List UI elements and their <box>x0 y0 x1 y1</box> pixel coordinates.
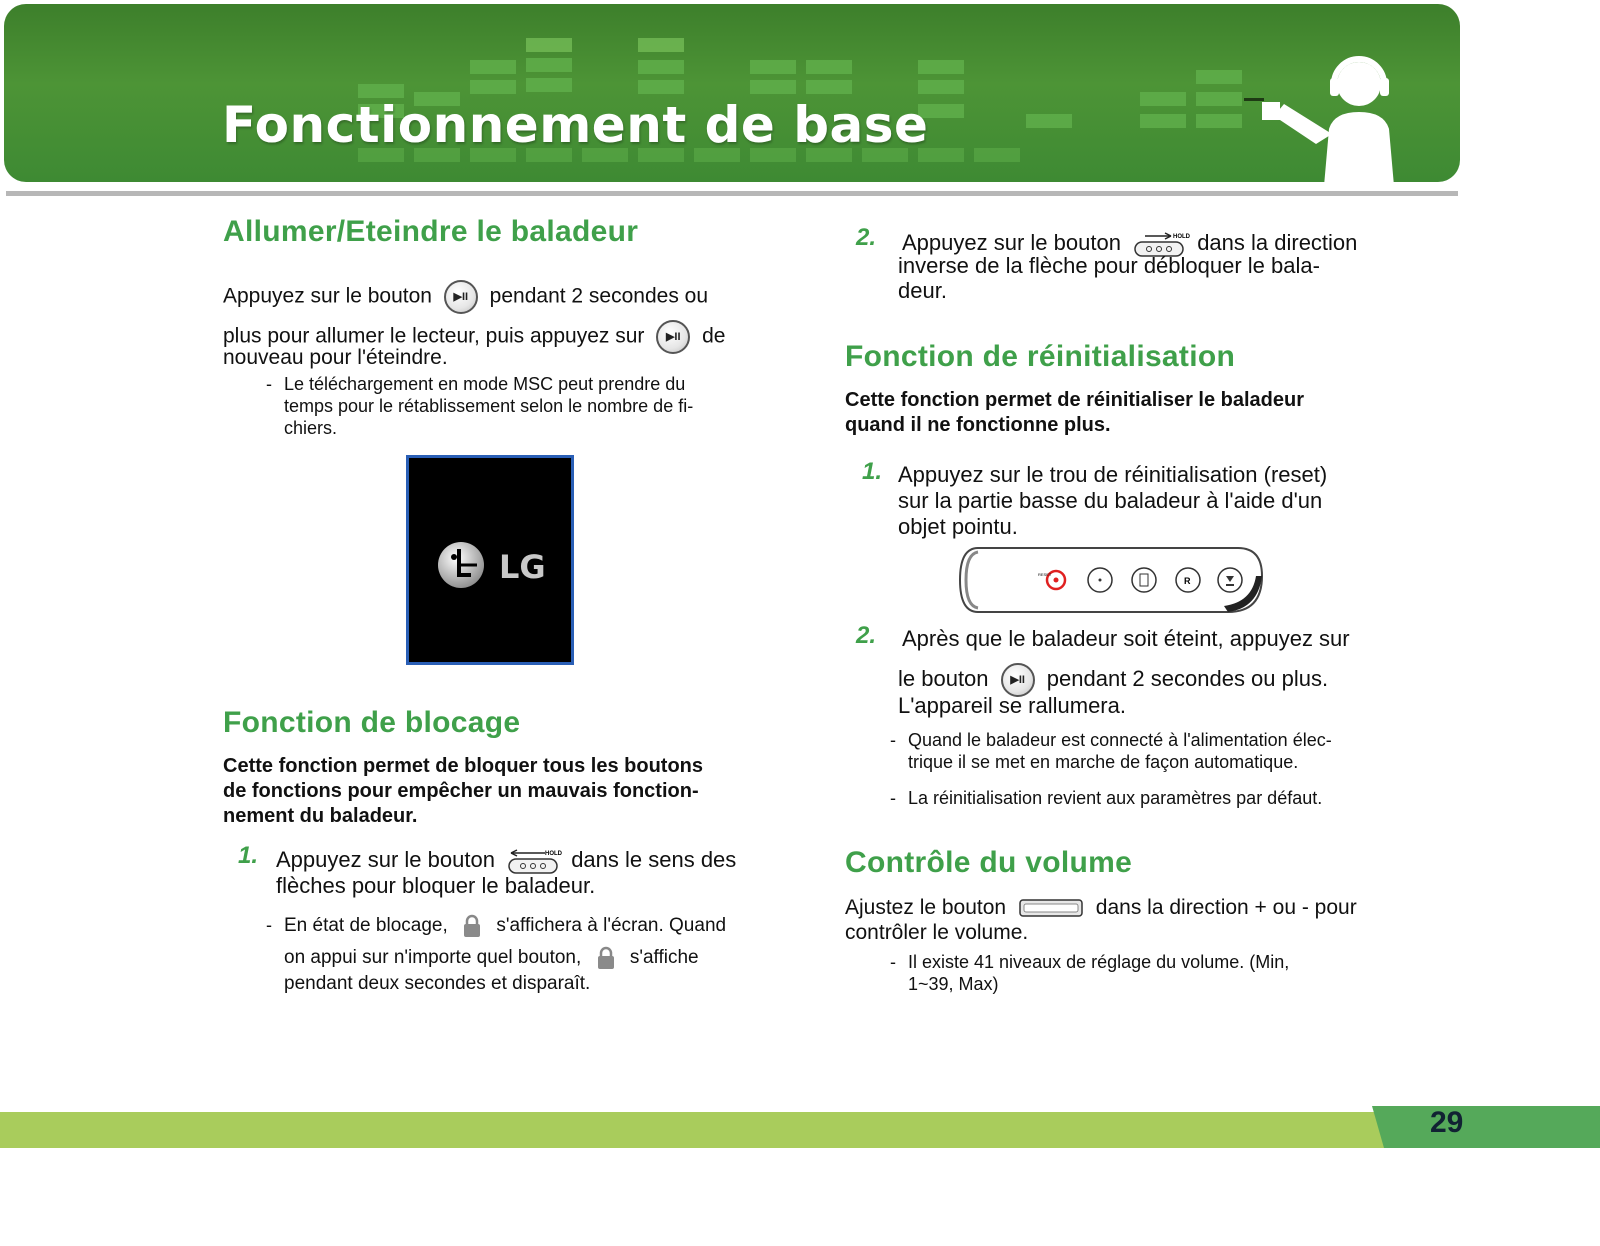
footer-bar <box>0 1112 1600 1148</box>
lock-step2-line3: deur. <box>898 278 947 303</box>
reset-note2: La réinitialisation revient aux paramètres par défaut. <box>908 788 1323 808</box>
lock-note-dash: - <box>266 915 272 935</box>
section-heading-volume: Contrôle du volume <box>845 846 1133 879</box>
padlock-icon <box>461 914 483 938</box>
lock-note-line2: on appui sur n'importe quel bouton, s'affiche <box>284 947 699 969</box>
section-heading-lock: Fonction de blocage <box>223 706 521 739</box>
reset-note2-dash: - <box>890 788 896 808</box>
reset-step1-line3: objet pointu. <box>898 514 1018 539</box>
reset-note1-line2: trique il se met en marche de façon automatique. <box>908 752 1299 772</box>
play-pause-button-icon: ▶II <box>444 280 478 314</box>
lg-logo-text: LG <box>499 548 546 586</box>
lock-step1-line2: flèches pour bloquer le baladeur. <box>276 873 596 898</box>
player-bottom-illustration <box>958 546 1264 614</box>
lock-note-line1: En état de blocage, s'affichera à l'écran. Quand <box>284 915 727 937</box>
play-pause-button-icon: ▶II <box>656 320 690 354</box>
headphone-mascot-icon <box>1254 44 1424 186</box>
reset-intro-line1: Cette fonction permet de réinitialiser le baladeur <box>845 389 1305 411</box>
volume-slider-icon <box>1018 896 1084 920</box>
lock-intro-line3: nement du baladeur. <box>223 805 418 827</box>
volume-text-line2: contrôler le volume. <box>845 921 1029 944</box>
svg-text:R: R <box>1184 576 1191 586</box>
power-note-line2: temps pour le rétablissement selon le nombre de fi- <box>284 396 694 416</box>
reset-step2-number: 2. <box>856 622 877 649</box>
volume-note-line1: Il existe 41 niveaux de réglage du volume. (Min, <box>908 952 1290 972</box>
svg-text:HOLD: HOLD <box>545 851 563 857</box>
footer-page-tab <box>1372 1106 1600 1148</box>
reset-intro-line2: quand il ne fonctionne plus. <box>845 414 1111 436</box>
power-note-line3: chiers. <box>284 418 338 438</box>
lock-intro-line1: Cette fonction permet de bloquer tous les boutons <box>223 755 704 777</box>
volume-note-dash: - <box>890 952 896 972</box>
lock-step1-number: 1. <box>238 842 259 869</box>
svg-text:HOLD: HOLD <box>1173 234 1191 240</box>
lock-step2-line1: Appuyez sur le bouton HOLD dans la direction <box>902 228 1357 260</box>
lock-step2-number: 2. <box>856 224 877 251</box>
section-heading-reset: Fonction de réinitialisation <box>845 340 1236 373</box>
lock-step1-line1: Appuyez sur le bouton HOLD dans le sens des <box>276 845 736 877</box>
reset-step2-line3: L'appareil se rallumera. <box>898 693 1126 718</box>
power-text-line1: Appuyez sur le bouton ▶II pendant 2 secondes ou <box>223 280 708 314</box>
section-heading-power: Allumer/Eteindre le baladeur <box>223 215 639 248</box>
reset-step1-line2: sur la partie basse du baladeur à l'aide d'un <box>898 488 1323 513</box>
lock-intro-line2: de fonctions pour empêcher un mauvais fonction- <box>223 780 699 802</box>
play-pause-button-icon: ▶II <box>1001 663 1035 697</box>
lock-step2-line2: inverse de la flèche pour débloquer le bala- <box>898 253 1320 278</box>
svg-text:RESET: RESET <box>1038 572 1052 577</box>
reset-note1-line1: Quand le baladeur est connecté à l'alimentation élec- <box>908 730 1332 750</box>
reset-step2-line2: le bouton ▶II pendant 2 secondes ou plus. <box>898 663 1328 697</box>
power-text-line3: nouveau pour l'éteindre. <box>223 346 448 369</box>
padlock-icon <box>595 946 617 970</box>
volume-text-line1: Ajustez le bouton dans la direction + ou - pour <box>845 896 1357 919</box>
power-text-line2: plus pour allumer le lecteur, puis appuyez sur ▶II de <box>223 320 725 354</box>
lock-note-line3: pendant deux secondes et disparaît. <box>284 973 591 994</box>
power-note-dash: - <box>266 374 272 394</box>
reset-step1-number: 1. <box>862 458 883 485</box>
page-title: Fonctionnement de base <box>222 96 929 154</box>
reset-step1-line1: Appuyez sur le trou de réinitialisation (reset) <box>898 462 1328 487</box>
volume-note-line2: 1~39, Max) <box>908 974 999 994</box>
header-banner <box>4 4 1460 182</box>
header-divider <box>6 191 1458 196</box>
player-screen-image <box>406 455 574 665</box>
reset-note1-dash: - <box>890 730 896 750</box>
reset-step2-line1: Après que le baladeur soit éteint, appuyez sur <box>902 626 1350 651</box>
power-note-line1: Le téléchargement en mode MSC peut prendre du <box>284 374 686 394</box>
page-number: 29 <box>1430 1106 1464 1139</box>
